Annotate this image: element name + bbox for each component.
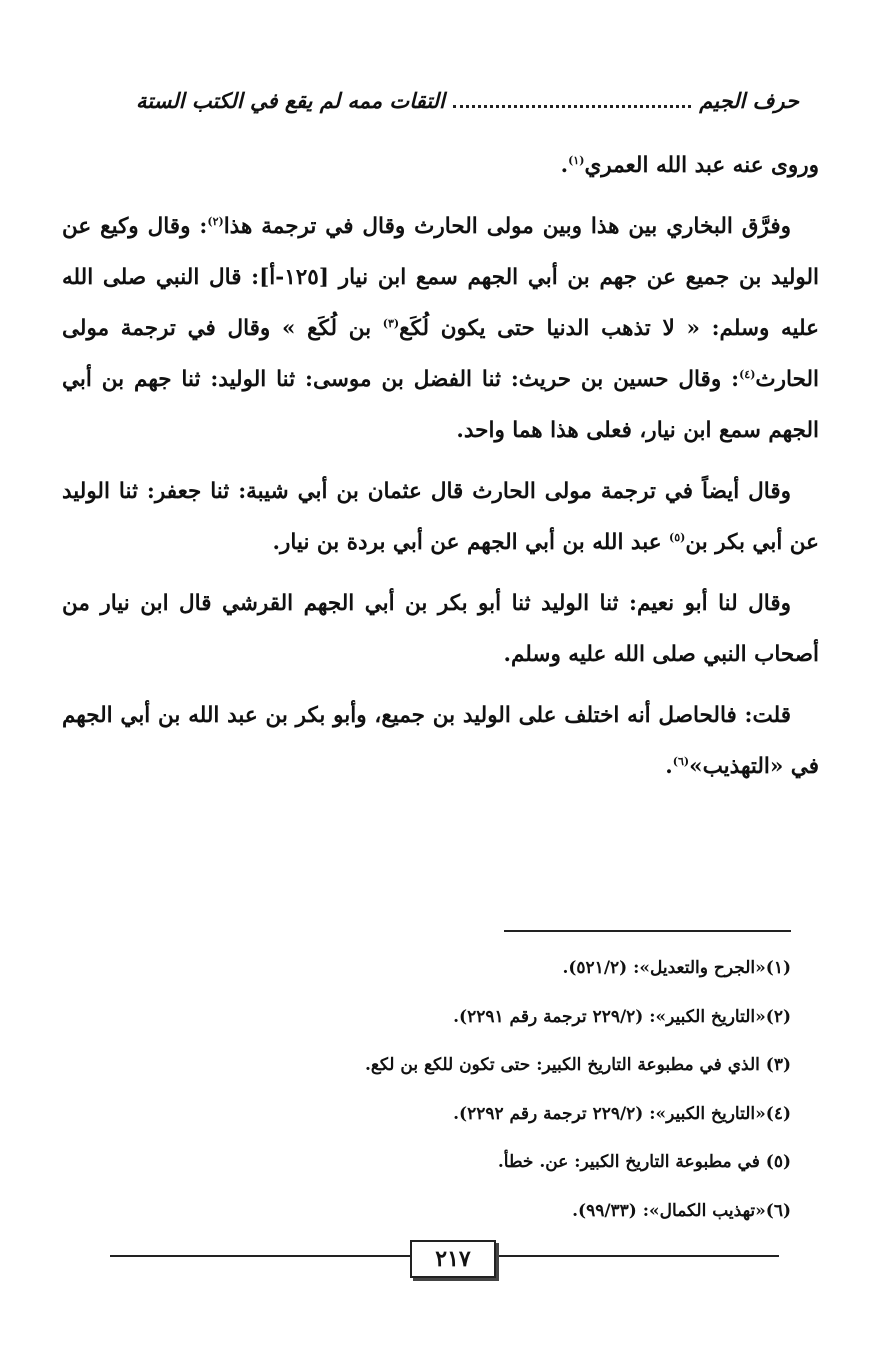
paragraph-text: وفرَّق البخاري بين هذا وبين مولى الحارث وقال في ترجمة هذا: [223, 214, 791, 239]
header-chapter-title: حرف الجيم: [699, 87, 799, 113]
footnote-marker: (٥): [669, 530, 686, 544]
footnotes: [60, 944, 791, 1236]
paragraph-text: .: [665, 754, 673, 779]
main-text: [62, 140, 819, 802]
paragraph: [62, 140, 819, 191]
running-header: [136, 82, 799, 118]
paragraph: [62, 466, 819, 568]
footnote-4: (٤)«التاريخ الكبير»: (٢٢٩/٢ ترجمة رقم ٢٢٩٢).: [453, 1103, 791, 1124]
paragraph: [62, 578, 819, 680]
paragraph-text: عبد الله بن أبي الجهم عن أبي بردة بن نيار.: [272, 530, 670, 555]
footnote-marker: (١): [568, 153, 585, 167]
paragraph: [62, 690, 819, 792]
page-number: ٢١٧: [410, 1240, 496, 1278]
header-dot-leader: [453, 105, 691, 108]
footnote-marker: (٣): [382, 316, 400, 330]
paragraph-text: وقال أيضاً في ترجمة مولى الحارث قال عثمان بن أبي شيبة: ثنا جعفر: ثنا الوليد عن أبي بكر بن: [62, 479, 819, 555]
paragraph-text: وقال لنا أبو نعيم: ثنا الوليد ثنا أبو بكر بن أبي الجهم القرشي قال ابن نيار من أصحاب النبي صلى الله عليه وسلم.: [62, 591, 819, 667]
footnote-marker: (٢): [207, 214, 224, 228]
paragraph-text: : وقال وكيع عن الوليد بن جميع عن جهم بن أبي الجهم سمع ابن نيار [١٢٥-أ]: قال النبي صلى الله عليه وسلم: « لا تذهب الدنيا حتى يكون لُكَع: [62, 214, 820, 341]
footnote-6: (٦)«تهذيب الكمال»: (٩٩/٣٣).: [572, 1200, 791, 1221]
footnote-2: (٢)«التاريخ الكبير»: (٢٢٩/٢ ترجمة رقم ٢٢٩١).: [453, 1006, 791, 1027]
paragraph-text: .: [560, 153, 569, 178]
footnote-marker: (٦): [672, 754, 690, 768]
footnote-5: (٥) في مطبوعة التاريخ الكبير: عن. خطأ.: [497, 1152, 791, 1173]
paragraph-text: وروى عنه عبد الله العمري: [584, 153, 819, 178]
footnote-1: (١)«الجرح والتعديل»: (٥٢١/٢).: [562, 958, 791, 978]
footnote-marker: (٤): [739, 367, 756, 381]
paragraph: [62, 201, 819, 456]
footnote-separator: [504, 930, 791, 932]
footnote-3: (٣) الذي في مطبوعة التاريخ الكبير: حتى تكون للكع بن لكع.: [364, 1055, 791, 1076]
paragraph-text: قلت: فالحاصل أنه اختلف على الوليد بن جميع، وأبو بكر بن عبد الله بن أبي الجهم في «التهذيب»: [62, 703, 819, 779]
header-book-title: التقات ممه لم يقع في الكتب الستة: [136, 87, 445, 113]
paragraph-text: بن لُكَع » وقال في ترجمة مولى الحارث: [62, 316, 819, 392]
paragraph-text: : وقال حسين بن حريث: ثنا الفضل بن موسى: ثنا الوليد: ثنا جهم بن أبي الجهم سمع ابن نيار، فعلى هذا هما واحد.: [62, 367, 819, 443]
